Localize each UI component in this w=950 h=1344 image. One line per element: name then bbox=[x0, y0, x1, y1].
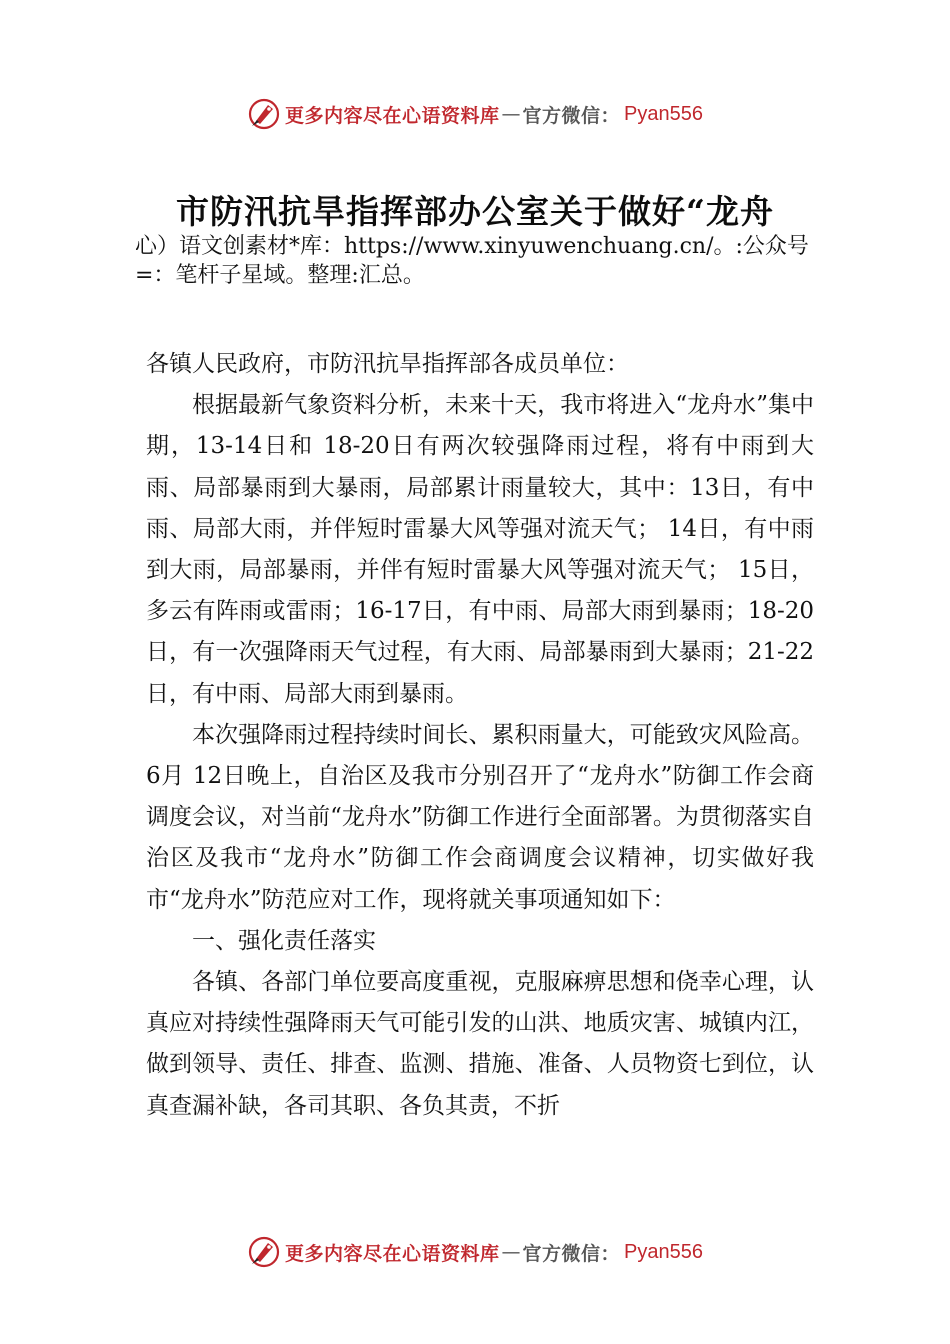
paragraph-forecast: 根据最新气象资料分析，未来十天，我市将进入“龙舟水”集中期，13-14日和 18-20日有两次较强降雨过程，将有中雨到大雨、局部暴雨到大暴雨，局部累计雨量较大，其中：13日，有中雨、局部大雨，并伴短时雷暴大风等强对流天气； 14日，有中雨到大雨，局部暴雨，并伴有短时雷暴大风等强对流天气； 15日，多云有阵雨或雷雨；16-17日，有中雨、局部大雨到暴雨；18-20日，有一次强降雨天气过程，有大雨、局部暴雨到大暴雨；21-22日，有中雨、局部大雨到暴雨。 bbox=[146, 392, 814, 707]
paragraph-deployment: 本次强降雨过程持续时间长、累积雨量大，可能致灾风险高。6月 12日晚上，自治区及我市分别召开了“龙舟水”防御工作会商调度会议，对当前“龙舟水”防御工作进行全面部署。为贯彻落实自治区及我市“龙舟水”防御工作会商调度会议精神，切实做好我市“龙舟水”防范应对工作，现将就关事项通知如下： bbox=[146, 721, 814, 913]
paragraph-responsibility: 各镇、各部门单位要高度重视，克服麻痹思想和侥幸心理，认真应对持续性强降雨天气可能引发的山洪、地质灾害、城镇内江，做到领导、责任、排查、监测、措施、准备、人员物资七到位，认真查漏补缺，各司其职、各负其责，不折 bbox=[146, 969, 814, 1119]
pen-nib-circle-icon bbox=[247, 1235, 281, 1269]
salutation: 各镇人民政府，市防汛抗旱指挥部各成员单位： bbox=[146, 351, 629, 377]
watermark-separator: — bbox=[501, 1241, 521, 1263]
header-watermark-banner bbox=[0, 94, 950, 134]
watermark-separator: — bbox=[501, 103, 521, 125]
document-title: 市防汛抗旱指挥部办公室关于做好“龙舟 bbox=[176, 192, 774, 231]
watermark-wechat-id: Pyan556 bbox=[624, 102, 703, 125]
watermark-text: 更多内容尽在心语资料库 bbox=[285, 104, 500, 127]
pen-nib-circle-icon bbox=[247, 97, 281, 131]
document-body bbox=[146, 344, 814, 1127]
section-heading-1: 一、强化责任落实 bbox=[192, 927, 376, 954]
watermark-text: 更多内容尽在心语资料库 bbox=[285, 1242, 500, 1265]
footer-watermark-banner bbox=[0, 1232, 950, 1272]
watermark-wechat-label: 官方微信： bbox=[522, 104, 621, 127]
watermark-wechat-id: Pyan556 bbox=[624, 1240, 703, 1263]
watermark-wechat-label: 官方微信： bbox=[522, 1242, 621, 1265]
source-line: 心）语文创素材*库：https://www.xinyuwenchuang.cn/。:公众号=：笔杆子星域。整理:汇总。 bbox=[135, 234, 809, 288]
